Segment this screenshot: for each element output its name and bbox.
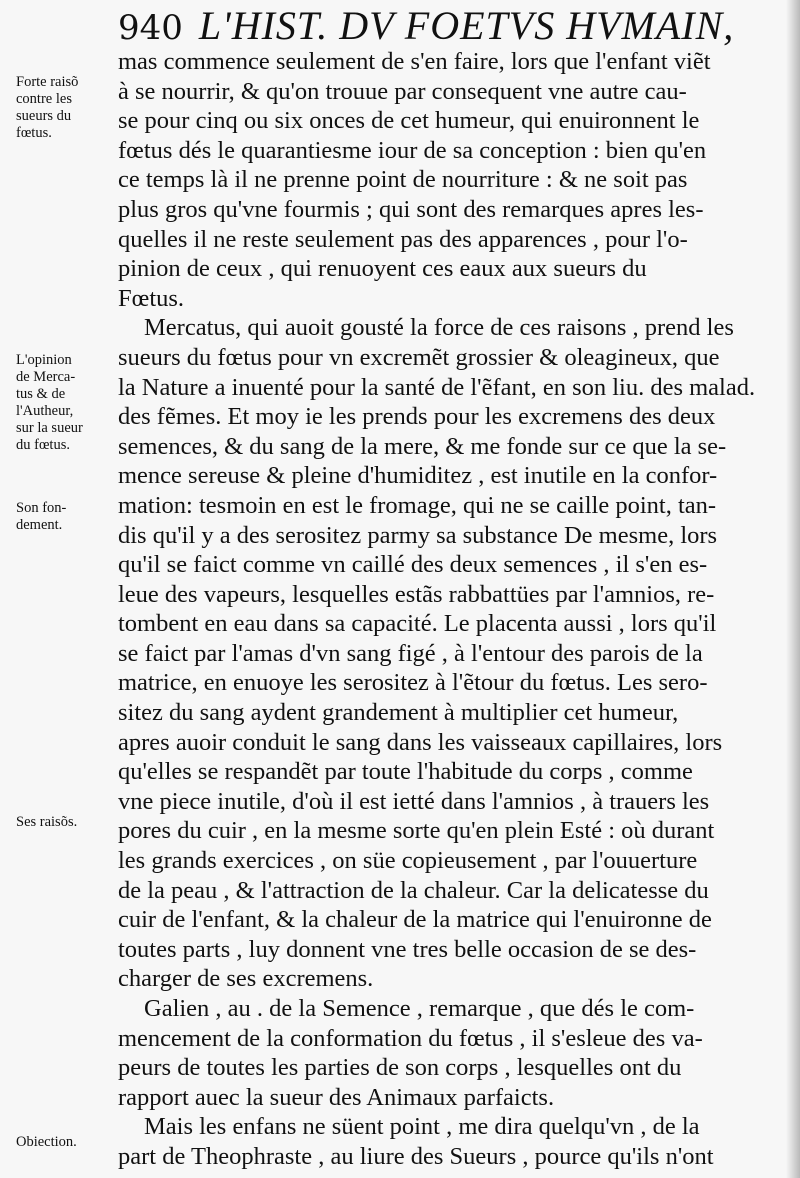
page-header [118,2,792,48]
running-title: L'HIST. DV FOETVS HVMAIN, [198,3,735,48]
margin-note-line: sueurs du [16,108,72,124]
text-line: toutes parts , luy donnent vne tres belle occasion de se des- [118,935,697,963]
margin-note-line: du fœtus. [16,437,70,453]
page-number: 940 [118,8,183,48]
text-line: quelles il ne reste seulement pas des apparences , pour l'o- [118,225,688,253]
paragraph [118,1112,770,1171]
body-text [118,47,770,1172]
text-line: mencement de la conformation du fœtus , il s'esleue des va- [118,1024,703,1052]
text-line: vne piece inutile, d'où il est ietté dans l'amnios , à trauers les [118,787,710,815]
text-line: sueurs du fœtus pour vn excremẽt grossier & oleagineux, que [118,343,720,371]
text-line: qu'il se faict comme vn caillé des deux semences , il s'en es- [118,551,708,579]
text-line: peurs de toutes les parties de son corps , lesquelles ont du [118,1054,682,1082]
text-line: Mercatus, qui auoit gousté la force de ces raisons , prend les [144,314,734,342]
margin-note-line: fœtus. [16,125,52,141]
text-line: plus gros qu'vne fourmis ; qui sont des remarques apres les- [118,195,704,223]
text-line: qu'elles se respandẽt par toute l'habitude du corps , comme [118,758,693,786]
text-line: mas commence seulement de s'en faire, lors que l'enfant viẽt [118,48,711,75]
text-line: apres auoir conduit le sang dans les vaisseaux capillaires, lors [118,728,723,756]
margin-note-line: L'opinion [16,352,72,368]
margin-note [16,500,112,534]
page-edge-shadow [786,0,800,1178]
text-line: charger de ses excremens. [118,965,374,993]
margin-note-line: de Merca- [16,369,76,385]
text-line: se pour cinq ou six onces de cet humeur, qui enuironnent le [118,107,700,135]
margin-note [16,74,112,142]
text-line: les grands exercices , on süe copieusement , par l'ouuerture [118,847,698,875]
margin-note-line: contre les [16,91,72,107]
paragraph [118,47,770,313]
margin-note [16,352,112,454]
margin-note-line: Ses raisõs. [16,814,78,830]
text-line: semences, & du sang de la mere, & me fonde sur ce que la se- [118,432,727,460]
text-line: leue des vapeurs, lesquelles estãs rabbattües par l'amnios, re- [118,580,715,608]
text-line: cuir de l'enfant, & la chaleur de la matrice qui l'enuironne de [118,906,712,934]
margin-note-line: tus & de [16,386,66,402]
text-line: dis qu'il y a des serositez parmy sa substance De mesme, lors [118,521,718,549]
text-line: matrice, en enuoye les serositez à l'ẽtour du fœtus. Les sero- [118,669,708,697]
margin-note-line: Obiection. [16,1134,77,1150]
text-line: pinion de ceux , qui renuoyent ces eaux aux sueurs du [118,255,647,283]
text-line: à se nourrir, & qu'on trouue par consequent vne autre cau- [118,77,687,105]
text-line: de la peau , & l'attraction de la chaleur. Car la delicatesse du [118,876,709,904]
text-line: tombent en eau dans sa capacité. Le placenta aussi , lors qu'il [118,610,717,638]
margin-note-line: Forte raisõ [16,74,79,90]
text-line: fœtus dés le quarantiesme iour de sa conception : bien qu'en [118,136,707,164]
text-line: mation: tesmoin en est le fromage, qui ne se caille point, tan- [118,491,717,519]
text-line: se faict par l'amas d'vn sang figé , à l'entour des parois de la [118,639,703,667]
text-line: Galien , au . de la Semence , remarque , que dés le com- [144,995,695,1022]
margin-note-line: sur la sueur [16,420,83,436]
text-line: ce temps là il ne prenne point de nourriture : & ne soit pas [118,166,688,194]
paragraph [118,313,770,994]
text-line: pores du cuir , en la mesme sorte qu'en plein Esté : où durant [118,817,715,845]
margin-note-line: Son fon- [16,500,67,516]
text-line: Fœtus. [118,284,185,312]
margin-note-line: l'Autheur, [16,403,74,419]
margin-note [16,814,112,831]
text-line: la Nature a inuenté pour la santé de l'ẽfant, en son liu. des malad. [118,373,756,401]
text-line: sitez du sang aydent grandement à multiplier cet humeur, [118,699,679,727]
text-line: mence sereuse & pleine d'humiditez , est inutile en la confor- [118,462,718,490]
text-line: rapport auec la sueur des Animaux parfaicts. [118,1083,555,1111]
text-line: des fẽmes. Et moy ie les prends pour les excremens des deux [118,403,716,431]
text-line: Mais les enfans ne süent point , me dira quelqu'vn , de la [144,1113,700,1141]
paragraph [118,994,770,1112]
margin-note [16,1134,112,1151]
text-line: part de Theophraste , au liure des Sueurs , pource qu'ils n'ont [118,1142,714,1170]
margin-note-line: dement. [16,517,63,533]
